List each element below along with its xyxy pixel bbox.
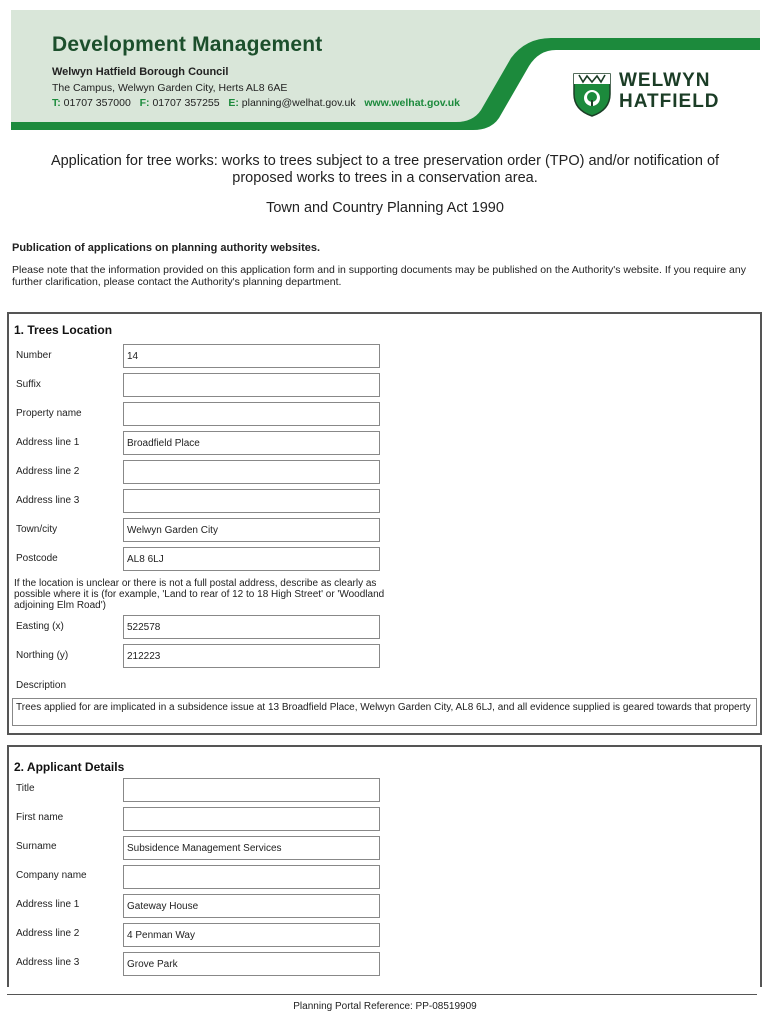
address-line-2-field[interactable] bbox=[123, 460, 380, 484]
section-title: 2. Applicant Details bbox=[14, 760, 125, 774]
field-label: Address line 1 bbox=[16, 899, 80, 910]
tel-number: 01707 357000 bbox=[63, 97, 131, 109]
applicant-address-line-2-field[interactable]: 4 Penman Way bbox=[123, 923, 380, 947]
description-field[interactable]: Trees applied for are implicated in a subsidence issue at 13 Broadfield Place, Welwyn Garden City, AL8 6LJ, and all evidence supplied is geared towards that property bbox=[12, 698, 757, 726]
contact-line bbox=[52, 97, 460, 109]
field-label: Town/city bbox=[16, 524, 58, 535]
town-city-field[interactable]: Welwyn Garden City bbox=[123, 518, 380, 542]
email-address[interactable]: planning@welhat.gov.uk bbox=[241, 97, 356, 109]
field-label: Title bbox=[16, 783, 35, 794]
postcode-field[interactable]: AL8 6LJ bbox=[123, 547, 380, 571]
field-label: Address line 3 bbox=[16, 957, 80, 968]
address-line-1-field[interactable]: Broadfield Place bbox=[123, 431, 380, 455]
address-line-3-field[interactable] bbox=[123, 489, 380, 513]
surname-field[interactable]: Subsidence Management Services bbox=[123, 836, 380, 860]
location-hint: If the location is unclear or there is not a full postal address, describe as clearly as possible where it is (for example, 'Land to rear of 12 to 18 High Street' or 'Woodland adjoining Elm Road') bbox=[14, 578, 385, 611]
letterhead bbox=[11, 10, 760, 130]
property-name-field[interactable] bbox=[123, 402, 380, 426]
council-address: The Campus, Welwyn Garden City, Herts AL8 6AE bbox=[52, 82, 288, 94]
field-label: Address line 2 bbox=[16, 928, 80, 939]
applicant-address-line-3-field[interactable]: Grove Park bbox=[123, 952, 380, 976]
email-key: E: bbox=[228, 97, 239, 109]
first-name-field[interactable] bbox=[123, 807, 380, 831]
field-label: Address line 2 bbox=[16, 466, 80, 477]
legislation-act: Town and Country Planning Act 1990 bbox=[266, 200, 504, 216]
field-label: First name bbox=[16, 812, 64, 823]
portal-reference: Planning Portal Reference: PP-08519909 bbox=[293, 1001, 477, 1012]
company-name-field[interactable] bbox=[123, 865, 380, 889]
council-logo-text bbox=[619, 70, 720, 112]
council-name: Welwyn Hatfield Borough Council bbox=[52, 66, 229, 78]
field-label: Surname bbox=[16, 841, 57, 852]
fax-number: 01707 357255 bbox=[152, 97, 220, 109]
logo-line-1: WELWYN bbox=[619, 70, 711, 91]
department-title: Development Management bbox=[52, 33, 323, 56]
number-field[interactable]: 14 bbox=[123, 344, 380, 368]
field-label: Northing (y) bbox=[16, 650, 69, 661]
field-label: Postcode bbox=[16, 553, 58, 564]
applicant-address-line-1-field[interactable]: Gateway House bbox=[123, 894, 380, 918]
fax-key: F: bbox=[139, 97, 150, 109]
publication-heading: Publication of applications on planning authority websites. bbox=[12, 242, 321, 254]
title-field[interactable] bbox=[123, 778, 380, 802]
field-label: Address line 1 bbox=[16, 437, 80, 448]
field-label: Property name bbox=[16, 408, 82, 419]
easting-field[interactable]: 522578 bbox=[123, 615, 380, 639]
logo-line-2: HATFIELD bbox=[619, 91, 720, 112]
website-link[interactable]: www.welhat.gov.uk bbox=[364, 97, 461, 109]
suffix-field[interactable] bbox=[123, 373, 380, 397]
tel-key: T: bbox=[52, 97, 61, 109]
field-label: Suffix bbox=[16, 379, 41, 390]
field-label: Company name bbox=[16, 870, 87, 881]
description-label: Description bbox=[16, 680, 67, 691]
field-label: Address line 3 bbox=[16, 495, 80, 506]
publication-note: Please note that the information provided on this application form and in supporting documents may be published on the Authority's website. If you require any further clarification, please contact the Authority's planning department. bbox=[12, 264, 746, 288]
field-label: Easting (x) bbox=[16, 621, 64, 632]
northing-field[interactable]: 212223 bbox=[123, 644, 380, 668]
council-crest-icon bbox=[571, 70, 613, 118]
footer-divider bbox=[7, 994, 757, 995]
section-applicant-details bbox=[7, 745, 762, 987]
section-title: 1. Trees Location bbox=[14, 323, 113, 337]
form-title: Application for tree works: works to trees subject to a tree preservation order (TPO) and/or notification of proposed works to trees in a conservation area. bbox=[50, 153, 720, 186]
field-label: Number bbox=[16, 350, 52, 361]
section-trees-location bbox=[7, 312, 762, 735]
